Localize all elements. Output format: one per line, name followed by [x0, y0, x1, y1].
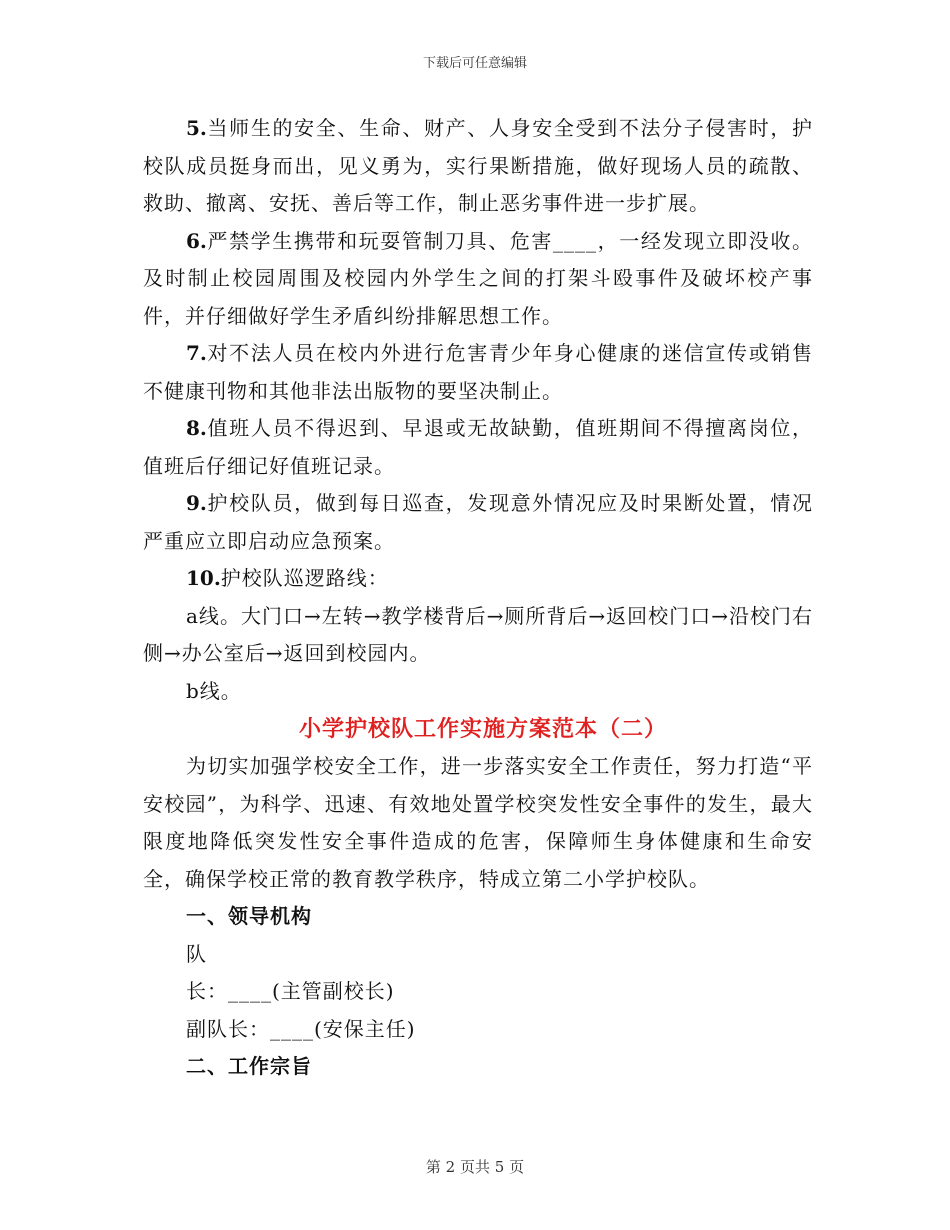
item-10: [143, 560, 813, 598]
item-5: [143, 110, 813, 223]
intro-paragraph: 为切实加强学校安全工作，进一步落实安全工作责任，努力打造“平安校园”，为科学、迅速、有效地处置学校突发性安全事件的发生，最大限度地降低突发性安全事件造成的危害，保障师生身体健康和生命安全，确保学校正常的教育教学秩序，特成立第二小学护校队。: [143, 754, 813, 891]
item-number: 7.: [186, 341, 207, 365]
item-text: 严禁学生携带和玩耍管制刀具、危害____，一经发现立即没收。及时制止校园周围及校园内外学生之间的打架斗殴事件及破坏校产事件，并仔细做好学生矛盾纠纷排解思想工作。: [143, 228, 813, 328]
item-8: [143, 410, 813, 485]
heading-leadership: 一、领导机构: [186, 904, 312, 928]
page-footer: 第 2 页共 5 页: [425, 1158, 525, 1176]
item-number: 9.: [186, 491, 207, 515]
item-7: [143, 335, 813, 410]
deputy-leader-line: 副队长：____(安保主任): [186, 1016, 416, 1041]
route-a: a线。大门口→左转→教学楼背后→厕所背后→返回校门口→沿校门右侧→办公室后→返回到校园内。: [143, 603, 813, 665]
item-text: 对不法人员在校内外进行危害青少年身心健康的迷信宣传或销售不健康刊物和其他非法出版物的要坚决制止。: [143, 341, 813, 403]
item-text: 护校队员，做到每日巡查，发现意外情况应及时果断处置，情况严重应立即启动应急预案。: [143, 491, 813, 553]
item-number: 6.: [186, 228, 207, 253]
heading-purpose: 二、工作宗旨: [186, 1054, 312, 1078]
item-9: [143, 485, 813, 560]
item-number: 5.: [186, 116, 207, 140]
leader-line-2: 长：____(主管副校长): [186, 979, 395, 1003]
section-title: 小学护校队工作实施方案范本（二）: [298, 716, 667, 742]
leader-line-1: 队: [186, 941, 207, 966]
route-b: b线。: [186, 678, 242, 703]
document-body: [143, 110, 813, 1086]
item-6: [143, 223, 813, 336]
item-number: 8.: [186, 416, 207, 440]
item-number: 10.: [186, 566, 221, 590]
item-text: 值班人员不得迟到、早退或无故缺勤，值班期间不得擅离岗位，值班后仔细记好值班记录。: [143, 416, 813, 478]
item-text: 当师生的安全、生命、财产、人身安全受到不法分子侵害时，护校队成员挺身而出，见义勇为，实行果断措施，做好现场人员的疏散、救助、撤离、安抚、善后等工作，制止恶劣事件进一步扩展。: [143, 116, 813, 215]
item-text: 护校队巡逻路线：: [220, 566, 389, 590]
page-header: 下载后可任意编辑: [422, 56, 527, 71]
